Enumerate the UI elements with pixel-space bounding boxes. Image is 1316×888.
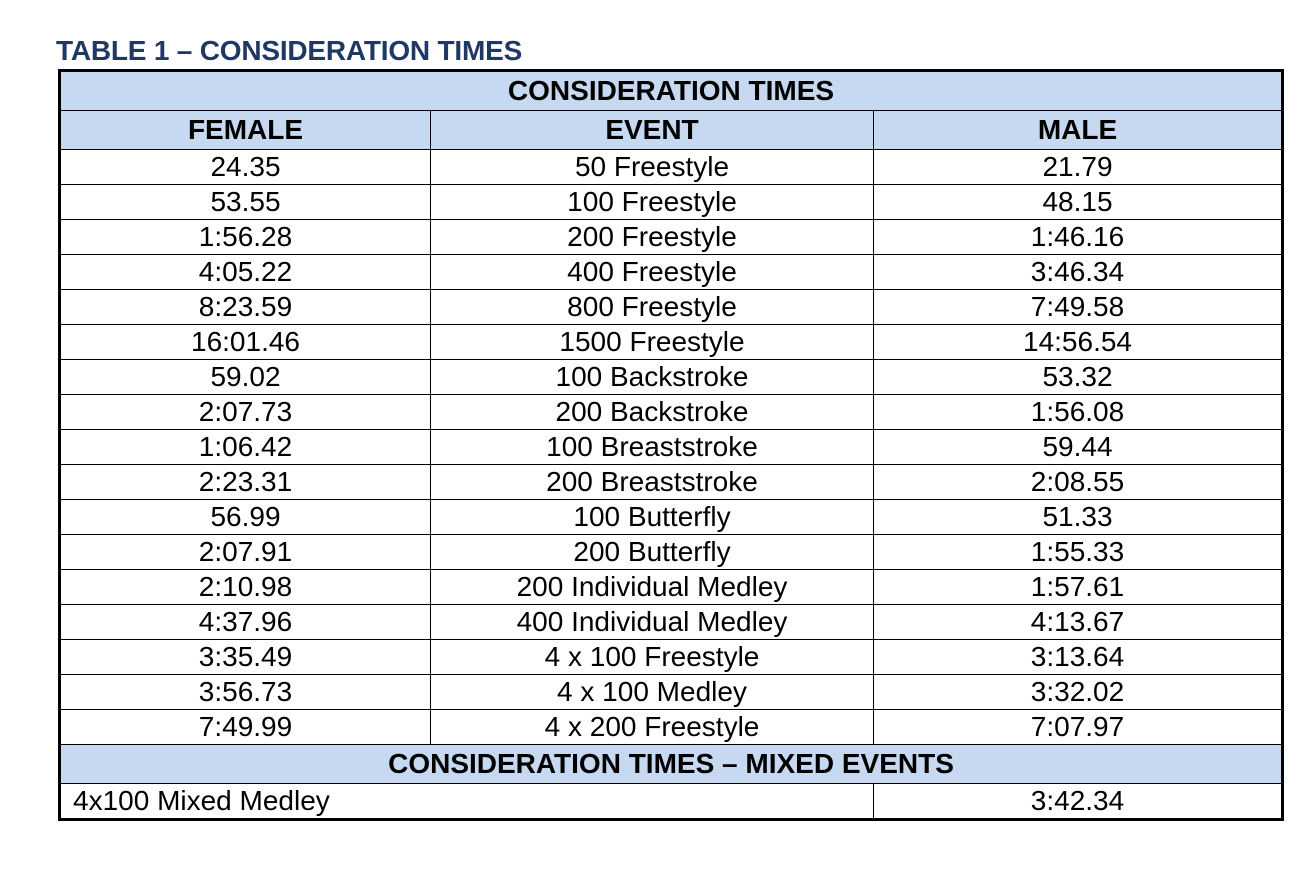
header-male: MALE — [874, 111, 1283, 150]
table-row — [60, 395, 1283, 430]
mixed-title-row — [60, 745, 1283, 784]
male-time: 59.44 — [874, 430, 1283, 465]
event-name: 100 Butterfly — [431, 500, 874, 535]
female-time: 4:05.22 — [60, 255, 431, 290]
male-time: 4:13.67 — [874, 605, 1283, 640]
female-time: 3:35.49 — [60, 640, 431, 675]
male-time: 51.33 — [874, 500, 1283, 535]
event-name: 400 Individual Medley — [431, 605, 874, 640]
table-caption: TABLE 1 – CONSIDERATION TIMES — [56, 35, 523, 66]
male-time: 7:49.58 — [874, 290, 1283, 325]
table-title: CONSIDERATION TIMES — [60, 71, 1283, 111]
column-header-row — [60, 111, 1283, 150]
event-name: 4 x 100 Freestyle — [431, 640, 874, 675]
event-name: 200 Individual Medley — [431, 570, 874, 605]
table-row — [60, 675, 1283, 710]
male-time: 53.32 — [874, 360, 1283, 395]
mixed-event-name: 4x100 Mixed Medley — [60, 784, 874, 820]
table-row — [60, 710, 1283, 745]
table-row — [60, 150, 1283, 185]
event-name: 200 Backstroke — [431, 395, 874, 430]
mixed-events-title: CONSIDERATION TIMES – MIXED EVENTS — [60, 745, 1283, 784]
event-rows — [60, 150, 1283, 745]
mixed-event-time: 3:42.34 — [874, 784, 1283, 820]
male-time: 3:13.64 — [874, 640, 1283, 675]
table-row — [60, 290, 1283, 325]
female-time: 2:07.91 — [60, 535, 431, 570]
table-row — [60, 430, 1283, 465]
table-row — [60, 185, 1283, 220]
female-time: 59.02 — [60, 360, 431, 395]
table-title-row — [60, 71, 1283, 111]
event-name: 200 Freestyle — [431, 220, 874, 255]
table-row — [60, 220, 1283, 255]
female-time: 2:23.31 — [60, 465, 431, 500]
table-row — [60, 784, 1283, 820]
male-time: 14:56.54 — [874, 325, 1283, 360]
table-row — [60, 325, 1283, 360]
event-name: 200 Breaststroke — [431, 465, 874, 500]
header-female: FEMALE — [60, 111, 431, 150]
table-row — [60, 255, 1283, 290]
female-time: 4:37.96 — [60, 605, 431, 640]
table-row — [60, 640, 1283, 675]
event-name: 4 x 100 Medley — [431, 675, 874, 710]
event-name: 1500 Freestyle — [431, 325, 874, 360]
table-row — [60, 535, 1283, 570]
male-time: 48.15 — [874, 185, 1283, 220]
event-name: 100 Freestyle — [431, 185, 874, 220]
event-name: 100 Breaststroke — [431, 430, 874, 465]
female-time: 1:06.42 — [60, 430, 431, 465]
header-event: EVENT — [431, 111, 874, 150]
female-time: 16:01.46 — [60, 325, 431, 360]
female-time: 53.55 — [60, 185, 431, 220]
event-name: 100 Backstroke — [431, 360, 874, 395]
event-name: 200 Butterfly — [431, 535, 874, 570]
table-row — [60, 465, 1283, 500]
male-time: 1:55.33 — [874, 535, 1283, 570]
female-time: 1:56.28 — [60, 220, 431, 255]
event-name: 50 Freestyle — [431, 150, 874, 185]
consideration-times-table — [58, 69, 1284, 821]
table-row — [60, 570, 1283, 605]
male-time: 3:32.02 — [874, 675, 1283, 710]
table-row — [60, 360, 1283, 395]
male-time: 21.79 — [874, 150, 1283, 185]
female-time: 3:56.73 — [60, 675, 431, 710]
male-time: 3:46.34 — [874, 255, 1283, 290]
event-name: 400 Freestyle — [431, 255, 874, 290]
male-time: 7:07.97 — [874, 710, 1283, 745]
mixed-events-section — [60, 745, 1283, 820]
male-time: 1:46.16 — [874, 220, 1283, 255]
table-row — [60, 500, 1283, 535]
table-row — [60, 605, 1283, 640]
female-time: 2:10.98 — [60, 570, 431, 605]
female-time: 7:49.99 — [60, 710, 431, 745]
event-name: 4 x 200 Freestyle — [431, 710, 874, 745]
male-time: 1:57.61 — [874, 570, 1283, 605]
female-time: 2:07.73 — [60, 395, 431, 430]
female-time: 24.35 — [60, 150, 431, 185]
male-time: 2:08.55 — [874, 465, 1283, 500]
female-time: 56.99 — [60, 500, 431, 535]
event-name: 800 Freestyle — [431, 290, 874, 325]
male-time: 1:56.08 — [874, 395, 1283, 430]
female-time: 8:23.59 — [60, 290, 431, 325]
